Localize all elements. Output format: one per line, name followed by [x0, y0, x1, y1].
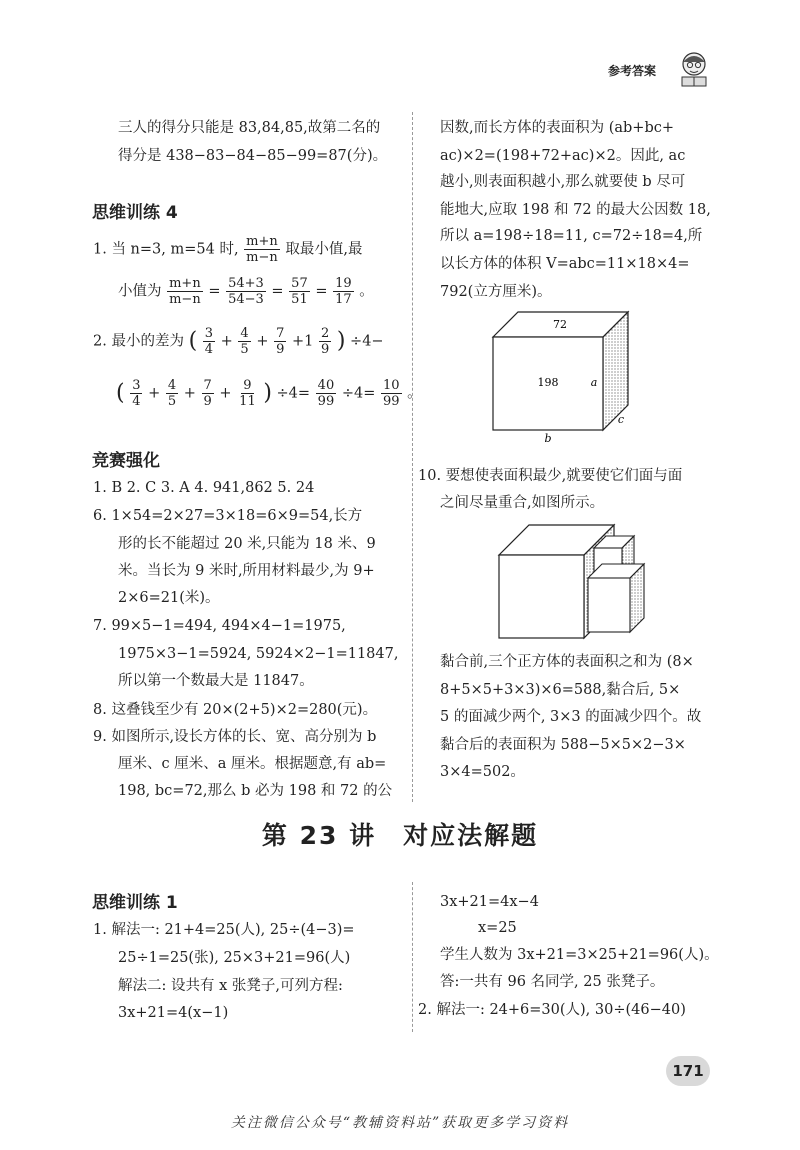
answer-line: 5 的面减少两个, 3×3 的面减少四个。故 — [440, 709, 702, 725]
answer-line: 2×6=21(米)。 — [118, 590, 220, 606]
text-line: 得分是 438−83−84−85−99=87(分)。 — [118, 148, 388, 164]
student-mascot-icon — [676, 50, 712, 88]
answer-line: 以长方体的体积 V=abc=11×18×4= — [440, 256, 690, 272]
answer-line: 解法二: 设共有 x 张凳子,可列方程: — [118, 978, 343, 994]
question-10-line: 之间尽量重合,如图所示。 — [440, 495, 605, 511]
footer-watermark: 关注微信公众号“教辅资料站”获取更多学习资料 — [230, 1115, 570, 1131]
answer-line: 3x+21=4(x−1) — [118, 1005, 229, 1021]
answer-line: 25÷1=25(张), 25×3+21=96(人) — [118, 950, 351, 966]
column-divider-bottom — [412, 882, 413, 1032]
answer-line: 因数,而长方体的表面积为 (ab+bc+ — [440, 120, 675, 136]
answer-line: 米。当长为 9 米时,所用材料最少,为 9+ — [118, 563, 375, 579]
label-a: a — [590, 376, 598, 389]
page-number: 171 — [666, 1056, 710, 1086]
answer-line: 黏合前,三个正方体的表面积之和为 (8× — [440, 654, 694, 670]
answer-line: 厘米、c 厘米、a 厘米。根据题意,有 ab= — [118, 756, 387, 772]
answer-line: 2. 解法一: 24+6=30(人), 30÷(46−40) — [418, 1002, 686, 1018]
answer-line: 形的长不能超过 20 米,只能为 18 米、9 — [118, 536, 376, 552]
cuboid-diagram — [488, 305, 638, 445]
label-72: 72 — [553, 318, 567, 331]
text-line: 三人的得分只能是 83,84,85,故第二名的 — [118, 120, 381, 136]
answer-line: 198, bc=72,那么 b 必为 198 和 72 的公 — [118, 783, 393, 799]
answer-line: 3×4=502。 — [440, 764, 525, 780]
column-divider — [412, 112, 413, 802]
question-2-line-1: 2. 最小的差为 ( $\frac{3}{4}$ + $\frac{4}{5}$ + $\frac{7}{9}$ +1 $\frac{2}{9}$ ) ÷4− — [93, 326, 384, 357]
answer-line: 所以 a=198÷18=11, c=72÷18=4,所 — [440, 228, 703, 244]
answer-line: 学生人数为 3x+21=3×25+21=96(人)。 — [440, 947, 719, 963]
question-10-line: 10. 要想使表面积最少,就要使它们面与面 — [418, 468, 683, 484]
question-1-line-1: 1. 当 n=3, m=54 时, $\frac{m+n}{m-n}$ 取最小值,最 — [93, 234, 363, 265]
section-label: 参考答案 — [608, 64, 657, 78]
fraction: $\frac{m+n}{m-n}$ — [246, 234, 278, 265]
label-198: 198 — [537, 376, 559, 389]
answer-line: ac)×2=(198+72+ac)×2。因此, ac — [440, 148, 686, 164]
big-cube-front — [499, 555, 584, 638]
answer-line: x=25 — [478, 920, 517, 936]
answer-line: 1. 解法一: 21+4=25(人), 25÷(4−3)= — [93, 922, 355, 938]
answer-line: 8. 这叠钱至少有 20×(2+5)×2=280(元)。 — [93, 702, 378, 718]
answer-line: 7. 99×5−1=494, 494×4−1=1975, — [93, 618, 346, 634]
label-c: c — [617, 413, 625, 426]
answer-line: 越小,则表面积越小,那么就要使 b 尽可 — [440, 174, 686, 190]
answer-line: 黏合后的表面积为 588−5×5×2−3× — [440, 737, 686, 753]
chapter-title: 第 23 讲 对应法解题 — [261, 821, 539, 850]
answer-line: 1975×3−1=5924, 5924×2−1=11847, — [118, 646, 399, 662]
label-b: b — [544, 432, 552, 445]
answer-line: 3x+21=4x−4 — [440, 894, 539, 910]
answer-line: 能地大,应取 198 和 72 的最大公因数 18, — [440, 202, 711, 218]
answer-line: 所以第一个数最大是 11847。 — [118, 673, 314, 689]
section-heading: 思维训练 1 — [92, 893, 178, 913]
answer-line: 792(立方厘米)。 — [440, 284, 552, 300]
question-1-line-2: 小值为 $\frac{m+n}{m-n}$ = $\frac{54+3}{54-3}$ = $\frac{57}{51}$ = $\frac{19}{17}$ 。 — [118, 276, 374, 307]
mid-cube-front — [588, 578, 630, 632]
answer-line: 1. B 2. C 3. A 4. 941,862 5. 24 — [93, 480, 315, 496]
answer-line: 答:一共有 96 名同学, 25 张凳子。 — [440, 974, 665, 990]
section-heading: 思维训练 4 — [92, 203, 178, 223]
glued-cubes-diagram — [496, 520, 646, 640]
answer-line: 8+5×5+3×3)×6=588,黏合后, 5× — [440, 682, 681, 698]
question-2-line-2: ( $\frac{3}{4}$ + $\frac{4}{5}$ + $\frac{7}{9}$ + $\frac{9}{11}$ ) ÷4= $\frac{40}{99}$ ÷4= $\frac{10}{99}$ 。 — [116, 378, 422, 409]
section-heading: 竞赛强化 — [92, 451, 160, 471]
answer-line: 6. 1×54=2×27=3×18=6×9=54,长方 — [93, 508, 363, 524]
answer-line: 9. 如图所示,设长方体的长、宽、高分别为 b — [93, 729, 377, 745]
